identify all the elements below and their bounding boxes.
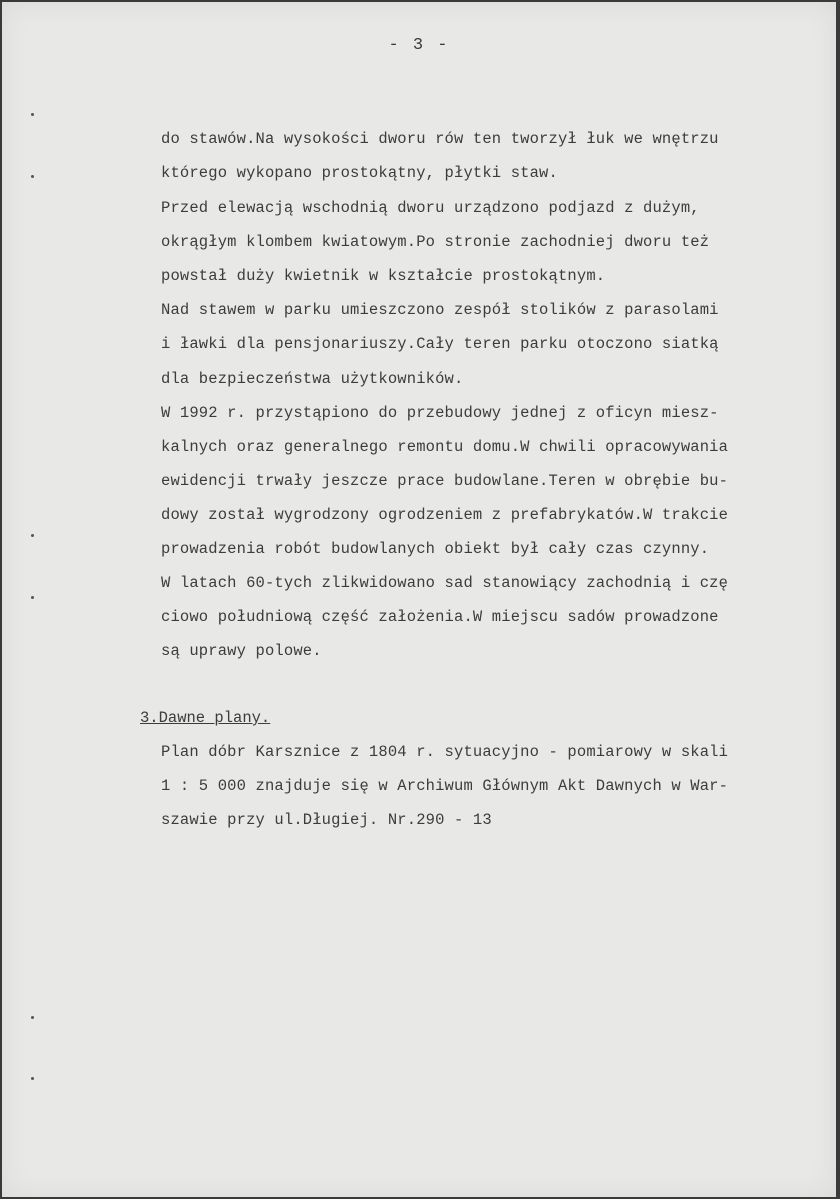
text-line: szawie przy ul.Długiej. Nr.290 - 13 bbox=[161, 811, 492, 829]
margin-dot bbox=[31, 1016, 34, 1019]
text-line: Przed elewacją wschodnią dworu urządzono podjazd z dużym, bbox=[161, 199, 700, 217]
text-line: do stawów.Na wysokości dworu rów ten tworzył łuk we wnętrzu bbox=[161, 130, 719, 148]
text-line: powstał duży kwietnik w kształcie prostokątnym. bbox=[161, 267, 606, 285]
text-line: W 1992 r. przystąpiono do przebudowy jednej z oficyn miesz- bbox=[161, 404, 719, 422]
text-line: którego wykopano prostokątny, płytki staw. bbox=[161, 164, 558, 182]
text-line: są uprawy polowe. bbox=[161, 642, 322, 660]
text-line: okrągłym klombem kwiatowym.Po stronie zachodniej dworu też bbox=[161, 233, 710, 251]
margin-dot bbox=[31, 175, 34, 178]
text-line: prowadzenia robót budowlanych obiekt był cały czas czynny. bbox=[161, 540, 710, 558]
text-line: Nad stawem w parku umieszczono zespół stolików z parasolami bbox=[161, 301, 719, 319]
margin-dot bbox=[31, 596, 34, 599]
text-line: i ławki dla pensjonariuszy.Cały teren parku otoczono siatką bbox=[161, 335, 719, 353]
section-heading: 3.Dawne plany. bbox=[140, 709, 271, 727]
text-line: 1 : 5 000 znajduje się w Archiwum Głównym Akt Dawnych w War- bbox=[161, 777, 729, 795]
text-line: dla bezpieczeństwa użytkowników. bbox=[161, 370, 464, 388]
page-number: - 3 - bbox=[388, 36, 450, 55]
margin-dot bbox=[31, 534, 34, 537]
text-line: ewidencji trwały jeszcze prace budowlane.Teren w obrębie bu- bbox=[161, 472, 729, 490]
text-line: kalnych oraz generalnego remontu domu.W chwili opracowywania bbox=[161, 438, 729, 456]
margin-dot bbox=[31, 113, 34, 116]
margin-dot bbox=[31, 1077, 34, 1080]
text-line: dowy został wygrodzony ogrodzeniem z prefabrykatów.W trakcie bbox=[161, 506, 729, 524]
text-line: W latach 60-tych zlikwidowano sad stanowiący zachodnią i czę bbox=[161, 574, 729, 592]
text-line: Plan dóbr Karsznice z 1804 r. sytuacyjno - pomiarowy w skali bbox=[161, 743, 729, 761]
text-line: ciowo południową część założenia.W miejscu sadów prowadzone bbox=[161, 608, 719, 626]
document-page bbox=[2, 2, 836, 1197]
